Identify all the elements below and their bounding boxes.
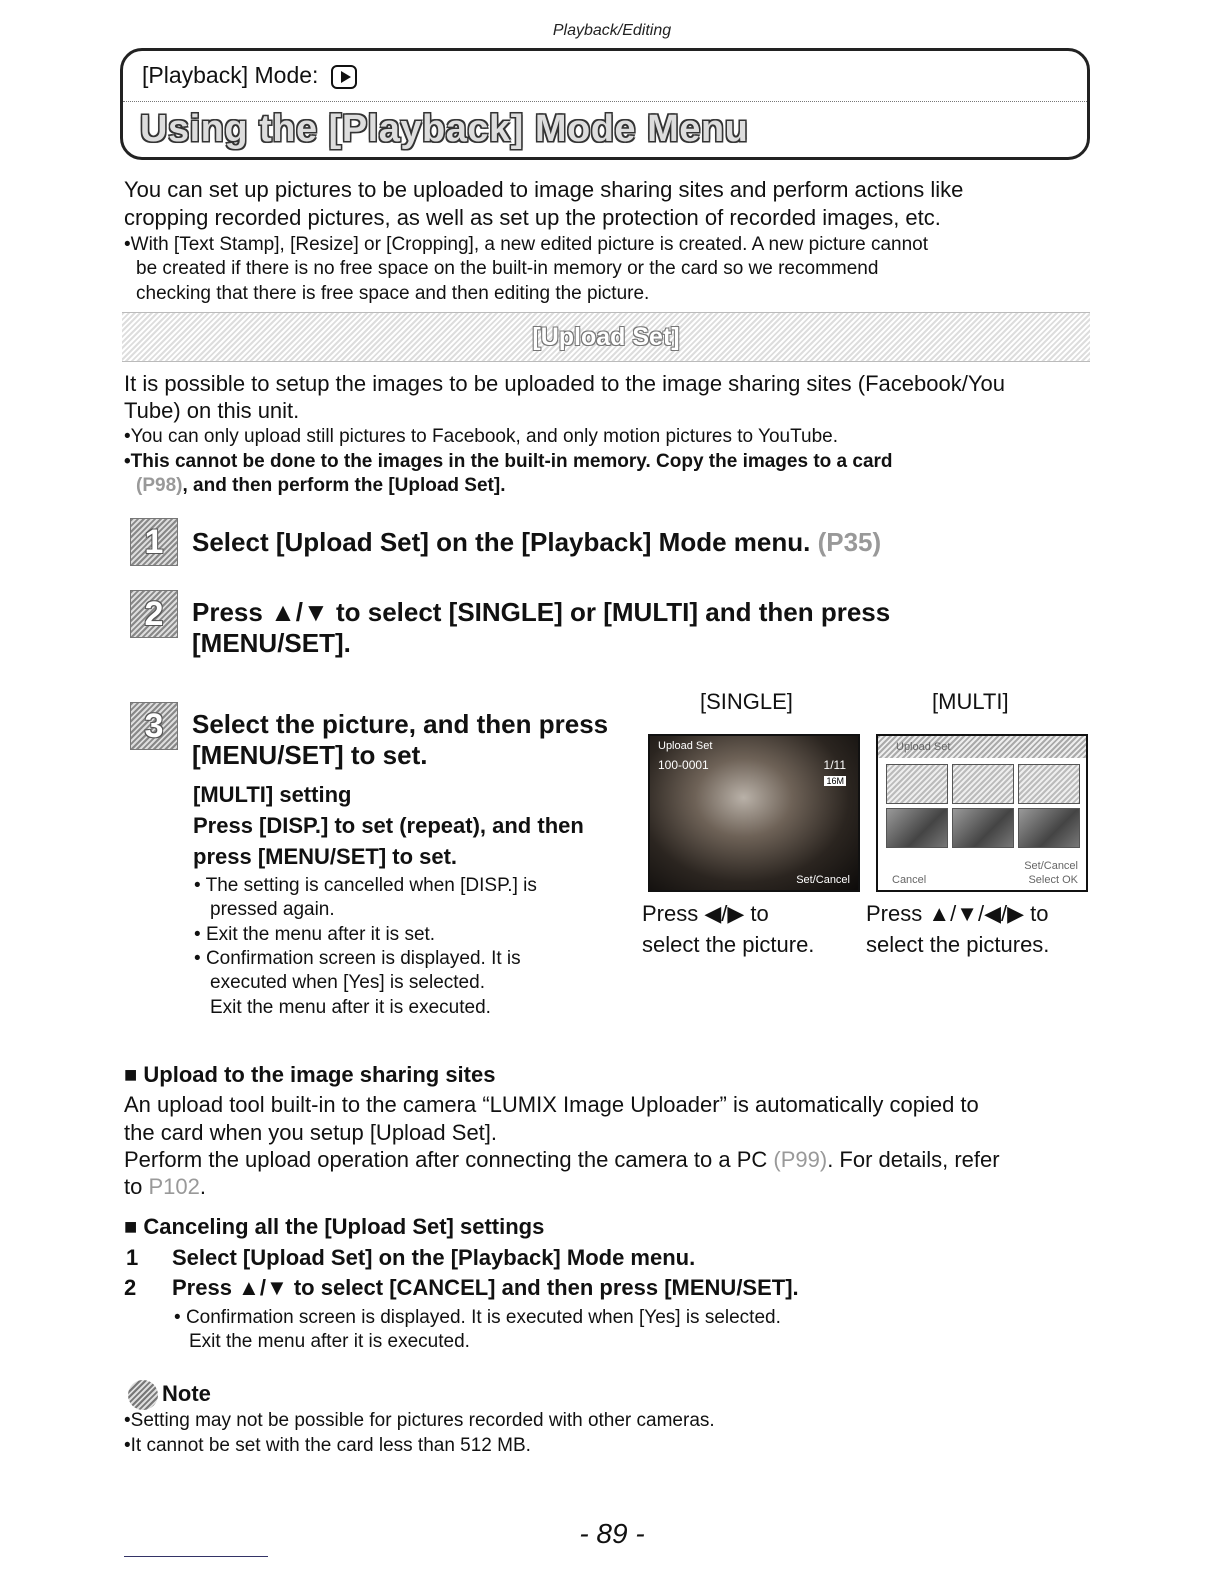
ref-p98: (P98) <box>136 475 183 496</box>
step-3-bullet-3-line-3: Exit the menu after it is executed. <box>210 997 491 1018</box>
single-folder: 100-0001 <box>658 758 709 772</box>
step-3-bullet-3: • Confirmation screen is displayed. It is <box>194 948 521 969</box>
step-2-number: 2 <box>144 595 164 633</box>
upload-bullet-2-line-1: This cannot be done to the images in the built-in memory. Copy the images to a card <box>130 451 893 472</box>
canceling-num-2: 2 <box>124 1275 137 1300</box>
step-1-text <box>192 527 881 558</box>
step-2-line-2: [MENU/SET]. <box>192 628 351 658</box>
multi-thumb-6 <box>1018 808 1080 848</box>
step-1-label: Select [Upload Set] on the [Playback] Mode menu. <box>192 527 811 557</box>
note-bullet-1: •Setting may not be possible for pictures recorded with other cameras. <box>124 1410 715 1431</box>
multi-thumb-1 <box>886 764 948 804</box>
upload-sites-line-3a: Perform the upload operation after connecting the camera to a PC <box>124 1147 774 1172</box>
ref-p102: P102 <box>148 1174 200 1199</box>
upload-para-line-1: It is possible to setup the images to be uploaded to the image sharing sites (Facebook/You <box>124 371 1005 396</box>
multi-select-ok: Select OK <box>1028 874 1078 886</box>
multi-thumb-4 <box>886 808 948 848</box>
multi-set-cancel: Set/Cancel <box>1024 860 1078 872</box>
upload-sites-line-4a: to <box>124 1174 149 1199</box>
step-3-icon <box>130 702 178 750</box>
multi-cancel: Cancel <box>892 874 927 886</box>
step-2-icon <box>130 590 178 638</box>
upload-bullet-1: •You can only upload still pictures to Facebook, and only motion pictures to YouTube. <box>124 426 838 447</box>
step-2-line-1: Press ▲/▼ to select [SINGLE] or [MULTI] and then press <box>192 597 891 627</box>
multi-caption-line-1: Press ▲/▼/◀/▶ to <box>866 901 1049 926</box>
multi-label: [MULTI] <box>932 689 1009 714</box>
multi-setting-heading: [MULTI] setting <box>193 782 352 807</box>
canceling-bullet-line-1: Confirmation screen is displayed. It is executed when [Yes] is selected. <box>185 1307 781 1328</box>
note-label: Note <box>162 1381 211 1406</box>
banner-label: [Upload Set] <box>532 323 680 351</box>
footer-rule <box>124 1556 268 1557</box>
intro-line-1: You can set up pictures to be uploaded to image sharing sites and perform actions like <box>124 177 964 202</box>
single-res: 16M <box>826 776 844 786</box>
multi-setting-line-2: press [MENU/SET] to set. <box>193 844 458 869</box>
upload-bullet-2-tail: , and then perform the [Upload Set]. <box>182 475 506 496</box>
upload-bullet-2-line-2 <box>136 474 505 498</box>
step-3-bullet-2: • Exit the menu after it is set. <box>194 924 436 945</box>
step-1-icon <box>130 518 178 566</box>
upload-sites-line-4 <box>124 1173 206 1201</box>
upload-sites-heading: ■ Upload to the image sharing sites <box>124 1062 496 1087</box>
step-3-bullet-3-line-1: Confirmation screen is displayed. It is <box>205 948 521 969</box>
canceling-bullet: • Confirmation screen is displayed. It is executed when [Yes] is selected. <box>174 1307 781 1328</box>
mode-label: [Playback] Mode: <box>142 62 319 88</box>
intro-bullet-line-3: checking that there is free space and then editing the picture. <box>136 283 650 304</box>
section-label: Playback/Editing <box>552 22 672 39</box>
note-heading <box>128 1378 211 1410</box>
upload-sites-line-4b: . <box>199 1174 206 1199</box>
single-caption-line-2: select the picture. <box>642 932 815 957</box>
upload-set-banner <box>122 312 1090 362</box>
canceling-step-2: Press ▲/▼ to select [CANCEL] and then press [MENU/SET]. <box>172 1275 799 1300</box>
upload-para-line-2: Tube) on this unit. <box>124 398 300 423</box>
multi-thumb-2 <box>952 764 1014 804</box>
step-3-line-2: [MENU/SET] to set. <box>192 740 428 770</box>
step-3-bullet-1-line-2: pressed again. <box>210 899 335 920</box>
single-label: [SINGLE] <box>700 689 793 714</box>
upload-sites-line-3 <box>124 1146 1000 1174</box>
single-screen <box>648 734 860 892</box>
note-bullet-2-text: It cannot be set with the card less than 512 MB. <box>130 1435 531 1456</box>
multi-screen <box>876 734 1088 892</box>
multi-thumb-5 <box>952 808 1014 848</box>
playback-mode-icon <box>331 65 357 89</box>
note-bullet-2: •It cannot be set with the card less than 512 MB. <box>124 1435 531 1456</box>
intro-bullet: •With [Text Stamp], [Resize] or [Cropping], a new edited picture is created. A new picture cannot <box>124 234 928 255</box>
note-icon <box>128 1380 158 1410</box>
intro-line-2: cropping recorded pictures, as well as set up the protection of recorded images, etc. <box>124 205 941 230</box>
page-number: - 89 - <box>579 1518 645 1549</box>
single-osd-title: Upload Set <box>658 740 713 752</box>
step-3-number: 3 <box>144 707 164 745</box>
ref-p99: (P99) <box>773 1147 828 1172</box>
step-1-number: 1 <box>144 523 164 561</box>
page-title: Using the [Playback] Mode Menu <box>140 108 749 150</box>
canceling-step-1: Select [Upload Set] on the [Playback] Mode menu. <box>172 1245 696 1270</box>
title-divider <box>123 101 1087 102</box>
multi-thumb-3 <box>1018 764 1080 804</box>
canceling-heading: ■ Canceling all the [Upload Set] settings <box>124 1214 545 1239</box>
step-3-bullet-1: • The setting is cancelled when [DISP.] is <box>194 875 537 896</box>
note-bullet-1-text: Setting may not be possible for pictures recorded with other cameras. <box>130 1410 715 1431</box>
canceling-num-1: 1 <box>126 1245 139 1270</box>
intro-bullet-line-1: With [Text Stamp], [Resize] or [Cropping], a new edited picture is created. A new picture cannot <box>130 234 928 255</box>
single-counter: 1/11 <box>823 758 846 772</box>
upload-bullet-2: •This cannot be done to the images in the built-in memory. Copy the images to a card <box>124 451 893 472</box>
single-set-cancel: Set/Cancel <box>796 874 850 886</box>
upload-sites-line-2: the card when you setup [Upload Set]. <box>124 1120 498 1145</box>
multi-caption-line-2: select the pictures. <box>866 932 1050 957</box>
single-caption-line-1: Press ◀/▶ to <box>642 901 769 926</box>
upload-sites-line-3b: . For details, refer <box>827 1147 1000 1172</box>
step-3-bullet-1-line-1: The setting is cancelled when [DISP.] is <box>205 875 537 896</box>
intro-bullet-line-2: be created if there is no free space on the built-in memory or the card so we recommend <box>136 258 879 279</box>
canceling-bullet-line-2: Exit the menu after it is executed. <box>189 1331 470 1352</box>
ref-p35: (P35) <box>817 527 882 557</box>
step-3-line-1: Select the picture, and then press <box>192 709 609 739</box>
upload-sites-line-1: An upload tool built-in to the camera “LUMIX Image Uploader” is automatically copied to <box>124 1092 979 1117</box>
multi-setting-line-1: Press [DISP.] to set (repeat), and then <box>193 813 584 838</box>
step-3-bullet-2-text: Exit the menu after it is set. <box>205 924 436 945</box>
upload-bullet-1-text: You can only upload still pictures to Facebook, and only motion pictures to YouTube. <box>130 426 838 447</box>
step-3-bullet-3-line-2: executed when [Yes] is selected. <box>210 972 485 993</box>
mode-line <box>142 62 357 89</box>
multi-osd-title: Upload Set <box>896 741 951 753</box>
